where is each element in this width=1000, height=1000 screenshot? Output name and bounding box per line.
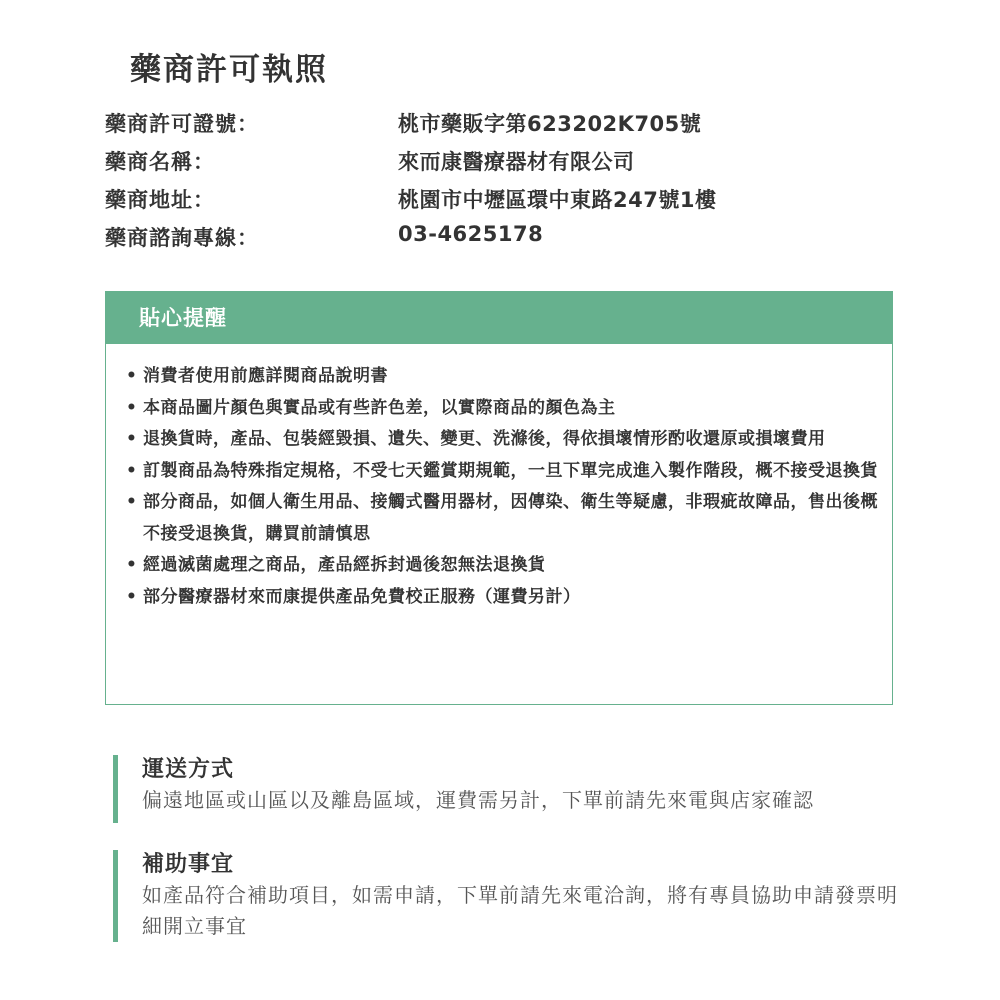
bullet-icon: • — [126, 555, 138, 575]
shipping-heading: 運送方式 — [142, 757, 235, 782]
pharmacy-address-value: 桃園市中壢區環中東路247號1樓 — [398, 188, 717, 212]
reminder-text: 本商品圖片顏色與實品或有些許色差，以實際商品的顏色為主 — [143, 397, 616, 418]
subsidy-heading: 補助事宜 — [142, 852, 235, 877]
reminder-heading: 貼心提醒 — [106, 292, 892, 344]
shipping-text: 偏遠地區或山區以及離島區域，運費需另計，下單前請先來電與店家確認 — [142, 788, 814, 812]
license-number-value: 桃市藥販字第623202K705號 — [398, 112, 702, 136]
list-item — [106, 424, 892, 456]
bullet-icon: • — [126, 397, 138, 418]
license-number-label: 藥商許可證號： — [105, 112, 259, 136]
list-item — [106, 550, 892, 582]
bullet-icon: • — [126, 492, 138, 512]
page-title: 藥商許可執照 — [130, 52, 328, 88]
reminder-box — [105, 291, 893, 705]
list-item — [106, 456, 892, 488]
shipping-section — [113, 755, 903, 823]
license-number-row — [105, 108, 905, 146]
pharmacy-phone-value: 03-4625178 — [398, 222, 544, 246]
pharmacy-phone-label: 藥商諮詢專線： — [105, 226, 259, 250]
pharmacy-name-row — [105, 146, 905, 184]
license-info — [105, 108, 905, 260]
pharmacy-address-label: 藥商地址： — [105, 188, 215, 212]
subsidy-text: 如產品符合補助項目，如需申請，下單前請先來電洽詢，將有專員協助申請發票明細開立事宜 — [142, 883, 898, 938]
bullet-icon: • — [126, 586, 138, 607]
bullet-icon: • — [126, 366, 138, 386]
list-item — [106, 393, 892, 425]
list-item — [106, 487, 892, 550]
list-item — [106, 361, 892, 393]
bullet-icon: • — [126, 460, 138, 481]
pharmacy-name-value: 來而康醫療器材有限公司 — [398, 150, 635, 174]
reminder-text: 消費者使用前應詳閱商品說明書 — [143, 366, 388, 386]
pharmacy-address-row — [105, 184, 905, 222]
bullet-icon: • — [126, 429, 138, 449]
pharmacy-phone-row — [105, 222, 905, 260]
subsidy-section — [113, 850, 903, 942]
pharmacy-name-label: 藥商名稱： — [105, 150, 215, 174]
reminder-text: 訂製商品為特殊指定規格，不受七天鑑賞期規範，一旦下單完成進入製作階段，概不接受退換貨 — [143, 460, 878, 481]
reminder-text: 退換貨時，產品、包裝經毀損、遺失、變更、洗滌後，得依損壞情形酌收還原或損壞費用 — [143, 429, 826, 449]
reminder-text: 部分醫療器材來而康提供產品免費校正服務（運費另計） — [143, 586, 581, 607]
reminder-text: 經過滅菌處理之商品，產品經拆封過後恕無法退換貨 — [143, 555, 546, 575]
reminder-text: 部分商品，如個人衛生用品、接觸式醫用器材，因傳染、衛生等疑慮，非瑕疵故障品，售出後概不接受退換貨，購買前請慎思 — [143, 492, 878, 544]
reminder-list — [106, 344, 892, 613]
list-item — [106, 582, 892, 614]
